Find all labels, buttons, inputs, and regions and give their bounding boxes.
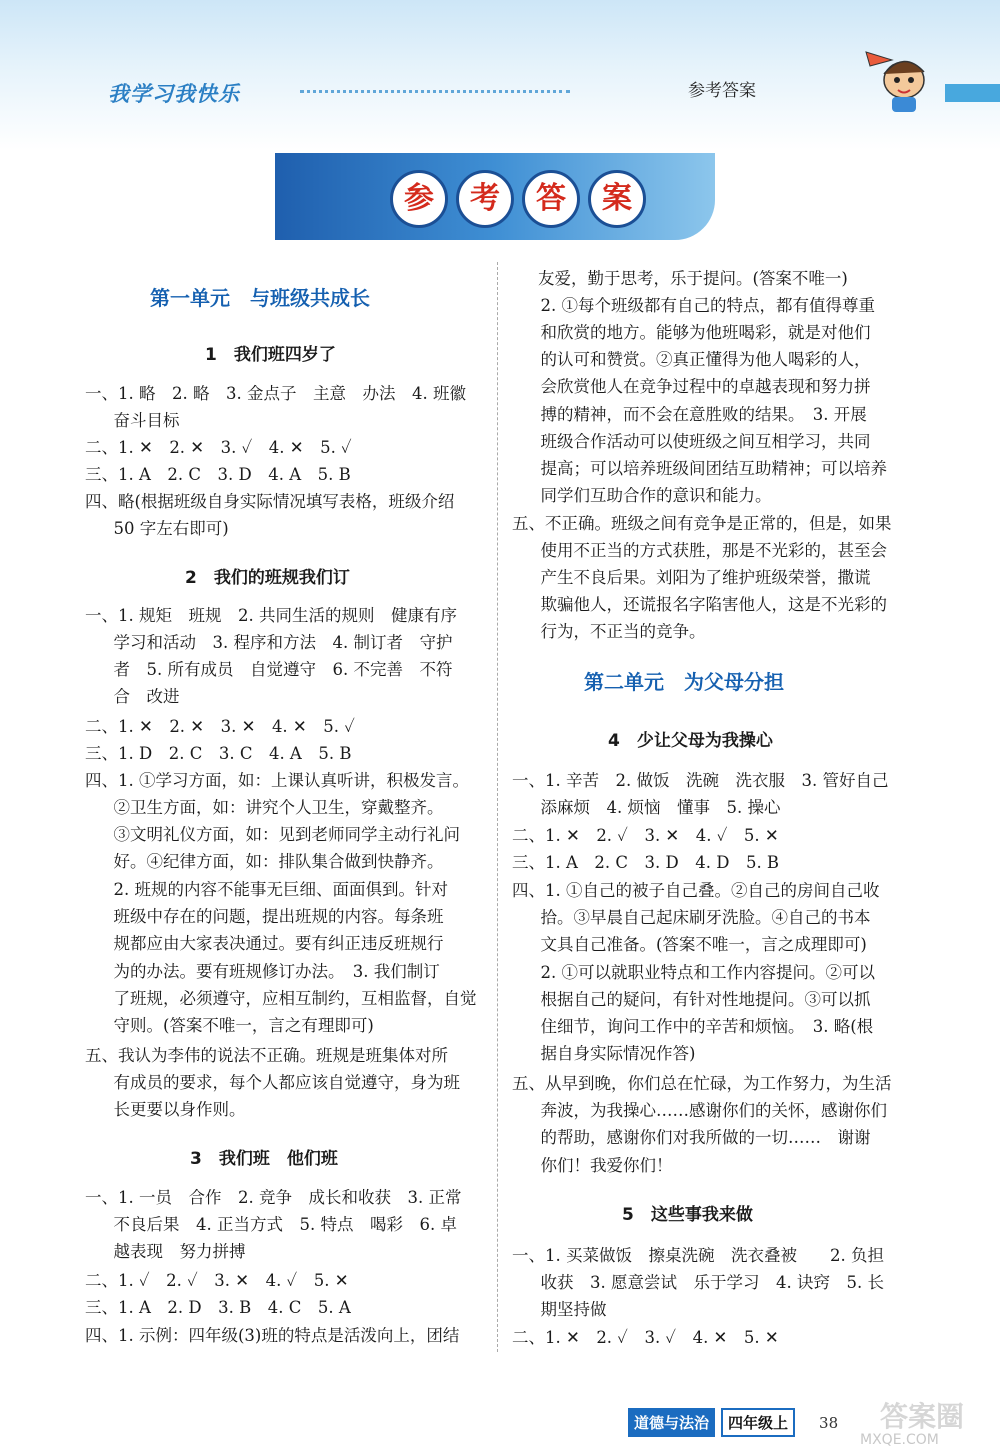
header-tab-strip — [945, 84, 1000, 102]
lesson-title: 4 少让父母为我操心 — [608, 731, 773, 751]
answer-line: 一、1. 辛苦 2. 做饭 洗碗 洗衣服 3. 管好自己 — [512, 771, 889, 790]
answer-line: 添麻烦 4. 烦恼 懂事 5. 操心 — [524, 798, 781, 817]
answer-line: 欺骗他人，还谎报名字陷害他人，这是不光彩的 — [524, 595, 887, 614]
answer-line: 班级中存在的问题，提出班规的内容。每条班 — [97, 907, 444, 926]
answer-line: 一、1. 规矩 班规 2. 共同生活的规则 健康有序 — [85, 606, 457, 625]
brand-title: 我学习我快乐 — [108, 82, 240, 106]
answer-line: 搏的精神，而不会在意胜败的结果。 3. 开展 — [524, 405, 867, 424]
answer-line: 为的办法。要有班规修订办法。 3. 我们制订 — [97, 962, 440, 981]
answer-line: 据自身实际情况作答) — [524, 1044, 696, 1063]
lesson-title: 5 这些事我来做 — [622, 1205, 753, 1225]
answer-line: ③文明礼仪方面，如：见到老师同学主动行礼问 — [97, 825, 460, 844]
unit-title: 第一单元 与班级共成长 — [150, 286, 370, 310]
answer-line: 越表现 努力拼搏 — [97, 1242, 246, 1261]
unit-title: 第二单元 为父母分担 — [584, 670, 784, 694]
answer-line: 的帮助，感谢你们对我所做的一切…… 谢谢 — [524, 1128, 871, 1147]
answer-line: 二、1. ✕ 2. ✕ 3. ✓ 4. ✕ 5. ✓ — [85, 438, 352, 457]
answer-line: 拾。③早晨自己起床刷牙洗脸。④自己的书本 — [524, 908, 871, 927]
answer-line: 提高；可以培养班级间团结互助精神；可以培养 — [524, 459, 887, 478]
answer-line: 奔波，为我操心……感谢你们的关怀，感谢你们 — [524, 1101, 887, 1120]
page-footer — [628, 1408, 838, 1437]
answer-line: ②卫生方面，如：讲究个人卫生，穿戴整齐。 — [97, 798, 444, 817]
mascot-illustration — [862, 40, 942, 115]
answer-line: 2. 班规的内容不能事无巨细、面面俱到。针对 — [97, 880, 448, 899]
answer-line: 学习和活动 3. 程序和方法 4. 制订者 守护 — [97, 633, 453, 652]
answer-line: 四、1. ①自己的被子自己叠。②自己的房间自己收 — [512, 881, 880, 900]
answer-line: 三、1. A 2. D 3. B 4. C 5. A — [85, 1298, 351, 1317]
answer-line: 二、1. ✕ 2. ✓ 3. ✕ 4. ✓ 5. ✕ — [512, 826, 779, 845]
answer-line: 使用不正当的方式获胜，那是不光彩的，甚至会 — [524, 541, 887, 560]
banner-char: 答 — [522, 170, 580, 228]
answer-line: 了班规，必须遵守，应相互制约，互相监督，自觉 — [97, 989, 477, 1008]
footer-grade: 四年级上 — [721, 1408, 795, 1437]
lesson-title: 3 我们班 他们班 — [190, 1149, 338, 1169]
header-band — [0, 0, 1000, 150]
answer-line: 三、1. D 2. C 3. C 4. A 5. B — [85, 744, 352, 763]
answer-line: 班级合作活动可以使班级之间互相学习，共同 — [524, 432, 871, 451]
banner-title — [390, 170, 646, 228]
answer-line: 守则。(答案不唯一，言之有理即可) — [97, 1016, 374, 1035]
answer-line: 行为，不正当的竞争。 — [524, 622, 706, 641]
banner-char: 案 — [588, 170, 646, 228]
banner-char: 参 — [390, 170, 448, 228]
answer-line: 期坚持做 — [524, 1300, 607, 1319]
answer-line: 同学们互助合作的意识和能力。 — [524, 486, 772, 505]
answer-line: 三、1. A 2. C 3. D 4. A 5. B — [85, 465, 351, 484]
answer-line: 四、1. 示例：四年级(3)班的特点是活泼向上，团结 — [85, 1326, 460, 1345]
answer-line: 五、我认为李伟的说法不正确。班规是班集体对所 — [85, 1046, 448, 1065]
answer-line: 住细节，询问工作中的辛苦和烦恼。 3. 略(根 — [524, 1017, 874, 1036]
answer-line: 合 改进 — [97, 687, 180, 706]
answer-line: 一、1. 买菜做饭 擦桌洗碗 洗衣叠被 2. 负担 — [512, 1246, 884, 1265]
answer-line: 友爱，勤于思考，乐于提问。(答案不唯一) — [538, 269, 848, 288]
answer-line: 根据自己的疑问，有针对性地提问。③可以抓 — [524, 990, 871, 1009]
answer-line: 会欣赏他人在竞争过程中的卓越表现和努力拼 — [524, 377, 871, 396]
header-dotted-rule — [300, 90, 570, 93]
answer-line: 者 5. 所有成员 自觉遵守 6. 不完善 不符 — [97, 660, 453, 679]
answer-line: 四、1. ①学习方面，如：上课认真听讲，积极发言。 — [85, 771, 469, 790]
answer-line: 二、1. ✕ 2. ✓ 3. ✓ 4. ✕ 5. ✕ — [512, 1328, 779, 1347]
footer-subject: 道德与法治 — [628, 1408, 715, 1437]
header-label: 参考答案 — [688, 81, 756, 101]
banner-char: 考 — [456, 170, 514, 228]
page-number: 38 — [819, 1413, 839, 1432]
answer-line: 2. ①每个班级都有自己的特点，都有值得尊重 — [524, 296, 875, 315]
watermark-url: MXQE.COM — [860, 1432, 939, 1448]
answer-line: 奋斗目标 — [97, 411, 180, 430]
answer-line: 五、从早到晚，你们总在忙碌，为工作努力，为生活 — [512, 1074, 892, 1093]
answer-line: 你们！我爱你们！ — [524, 1156, 673, 1175]
answer-line: 有成员的要求，每个人都应该自觉遵守，身为班 — [97, 1073, 460, 1092]
answer-line: 的认可和赞赏。②真正懂得为他人喝彩的人， — [524, 350, 871, 369]
answer-line: 规都应由大家表决通过。要有纠正违反班规行 — [97, 934, 444, 953]
answer-line: 四、略(根据班级自身实际情况填写表格，班级介绍 — [85, 492, 455, 511]
answer-line: 长更要以身作则。 — [97, 1100, 246, 1119]
column-divider — [497, 262, 498, 1352]
lesson-title: 1 我们班四岁了 — [205, 345, 336, 365]
lesson-title: 2 我们的班规我们订 — [185, 568, 350, 588]
answer-line: 五、不正确。班级之间有竞争是正常的，但是，如果 — [512, 514, 892, 533]
answer-line: 二、1. ✓ 2. ✓ 3. ✕ 4. ✓ 5. ✕ — [85, 1271, 349, 1290]
answer-line: 好。④纪律方面，如：排队集合做到快静齐。 — [97, 852, 444, 871]
answer-line: 不良后果 4. 正当方式 5. 特点 喝彩 6. 卓 — [97, 1215, 457, 1234]
answer-line: 产生不良后果。刘阳为了维护班级荣誉，撒谎 — [524, 568, 871, 587]
answer-line: 三、1. A 2. C 3. D 4. D 5. B — [512, 853, 780, 872]
answer-line: 一、1. 略 2. 略 3. 金点子 主意 办法 4. 班徽 — [85, 384, 466, 403]
answer-line: 和欣赏的地方。能够为他班喝彩，就是对他们 — [524, 323, 871, 342]
watermark-text: 答案圈 — [880, 1400, 965, 1433]
answer-line: 50 字左右即可) — [97, 519, 229, 538]
answer-line: 一、1. 一员 合作 2. 竞争 成长和收获 3. 正常 — [85, 1188, 462, 1207]
answer-line: 二、1. ✕ 2. ✕ 3. ✕ 4. ✕ 5. ✓ — [85, 717, 355, 736]
answer-line: 2. ①可以就职业特点和工作内容提问。②可以 — [524, 963, 875, 982]
answer-line: 文具自己准备。(答案不唯一，言之成理即可) — [524, 935, 867, 954]
answer-line: 收获 3. 愿意尝试 乐于学习 4. 诀窍 5. 长 — [524, 1273, 884, 1292]
